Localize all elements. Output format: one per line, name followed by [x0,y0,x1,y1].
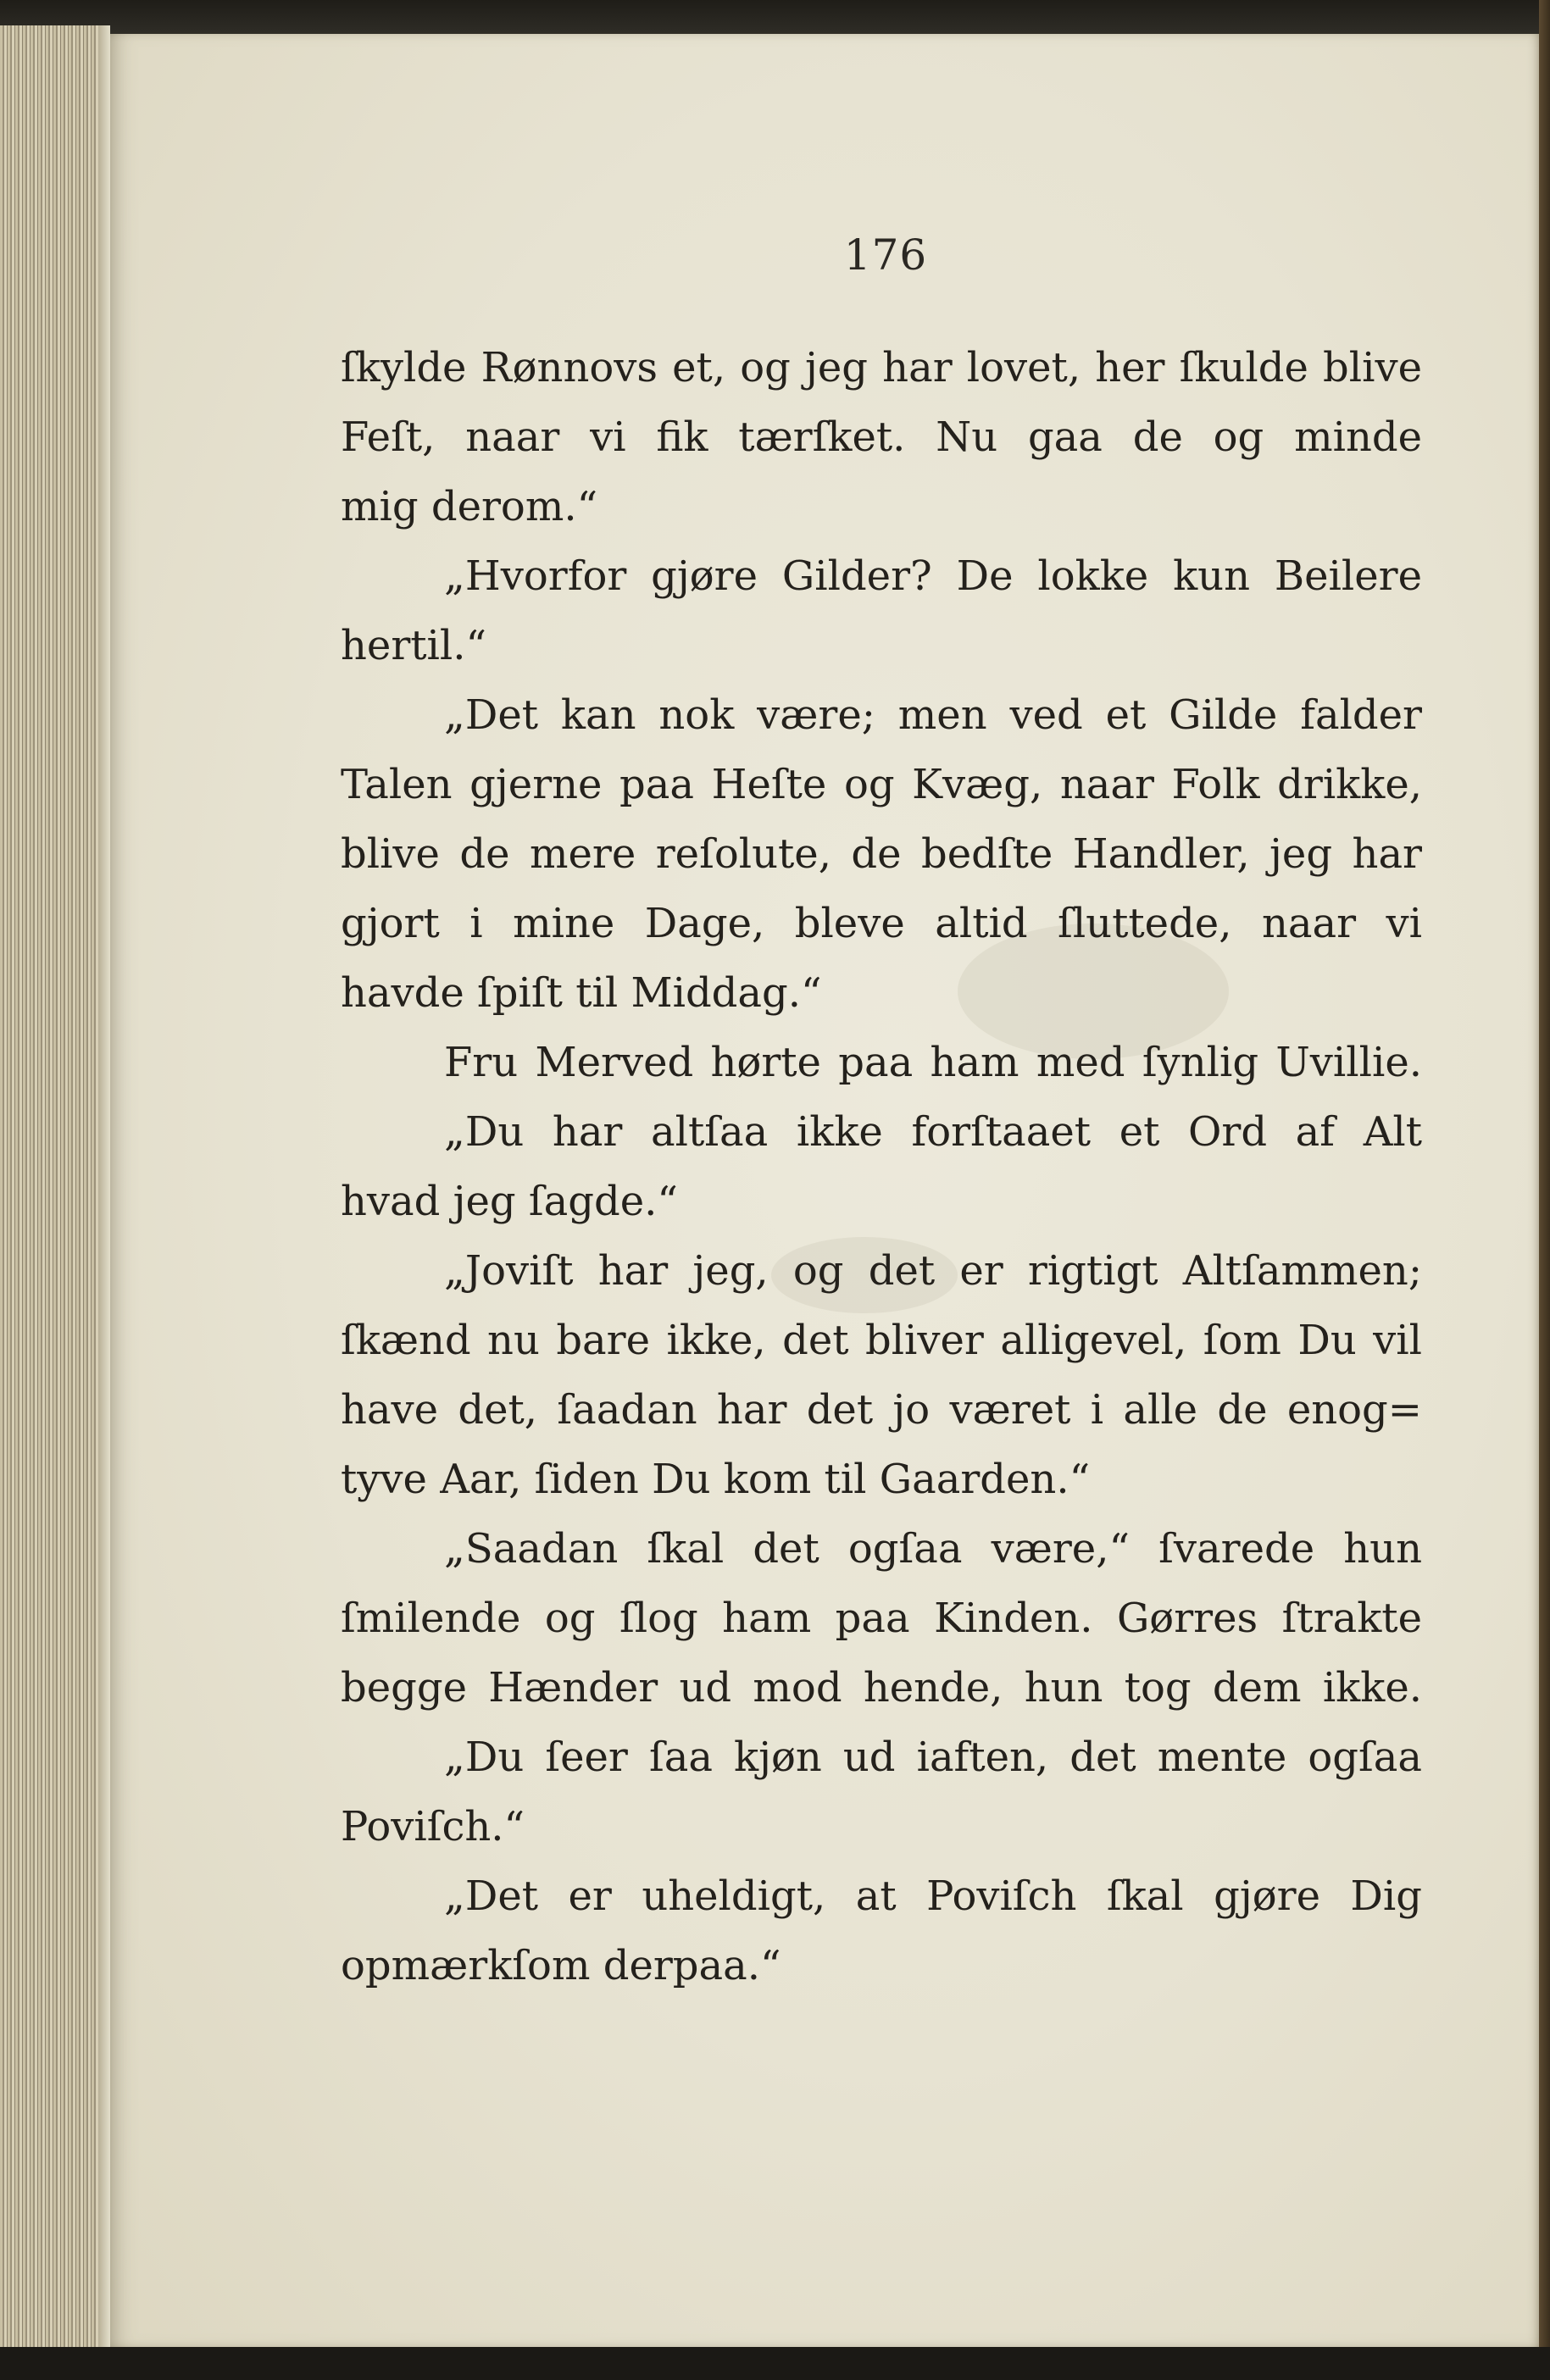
text-line-22: Poviſch.“ [341,1803,525,1850]
text-line-15: ſkænd nu bare ikke, det bliver alligevel, ſom Du vil [341,1317,1422,1364]
text-line-1: ſkylde Rønnovs et, og jeg har lovet, her ſkulde blive [341,344,1422,391]
book-binding-edge [1539,0,1550,2380]
text-line-24: opmærkſom derpaa.“ [341,1942,781,1989]
page-stack-edges [0,25,110,2351]
text-line-5: hertil.“ [341,622,487,669]
text-line-18: „Saadan ſkal det ogſaa være,“ ſvarede hun [444,1525,1422,1573]
text-line-11: Fru Merved hørte paa ham med ſynlig Uvillie. [444,1039,1422,1086]
text-line-8: blive de mere reſolute, de bedſte Handler, jeg har [341,830,1422,878]
text-line-21: „Du ſeer ſaa kjøn ud iaften, det mente ogſaa [444,1734,1422,1781]
text-line-20: begge Hænder ud mod hende, hun tog dem ikke. [341,1664,1422,1711]
text-line-13: hvad jeg ſagde.“ [341,1178,678,1225]
text-line-10: havde ſpiſt til Middag.“ [341,969,822,1017]
text-line-3: mig derom.“ [341,483,598,530]
text-line-9: gjort i mine Dage, bleve altid ſluttede, naar vi [341,900,1422,947]
text-line-6: „Det kan nok være; men ved et Gilde falder [444,691,1422,739]
text-line-4: „Hvorfor gjøre Gilder? De lokke kun Beilere [444,552,1422,600]
text-line-12: „Du har altſaa ikke forſtaaet et Ord af Alt [444,1108,1422,1156]
text-line-7: Talen gjerne paa Heſte og Kvæg, naar Folk drikke, [341,761,1422,808]
text-line-16: have det, ſaadan har det jo været i alle de enog= [341,1386,1422,1434]
page-number: 176 [843,230,928,280]
text-line-17: tyve Aar, ſiden Du kom til Gaarden.“ [341,1456,1091,1503]
text-line-23: „Det er uheldigt, at Poviſch ſkal gjøre Dig [444,1872,1422,1920]
book-bottom-background [0,2347,1550,2380]
text-line-2: Feſt, naar vi fik tærſket. Nu gaa de og minde [341,413,1422,461]
text-line-19: ſmilende og ſlog ham paa Kinden. Gørres ſtrakte [341,1595,1422,1642]
text-line-14: „Joviſt har jeg, og det er rigtigt Altſammen; [444,1247,1422,1295]
